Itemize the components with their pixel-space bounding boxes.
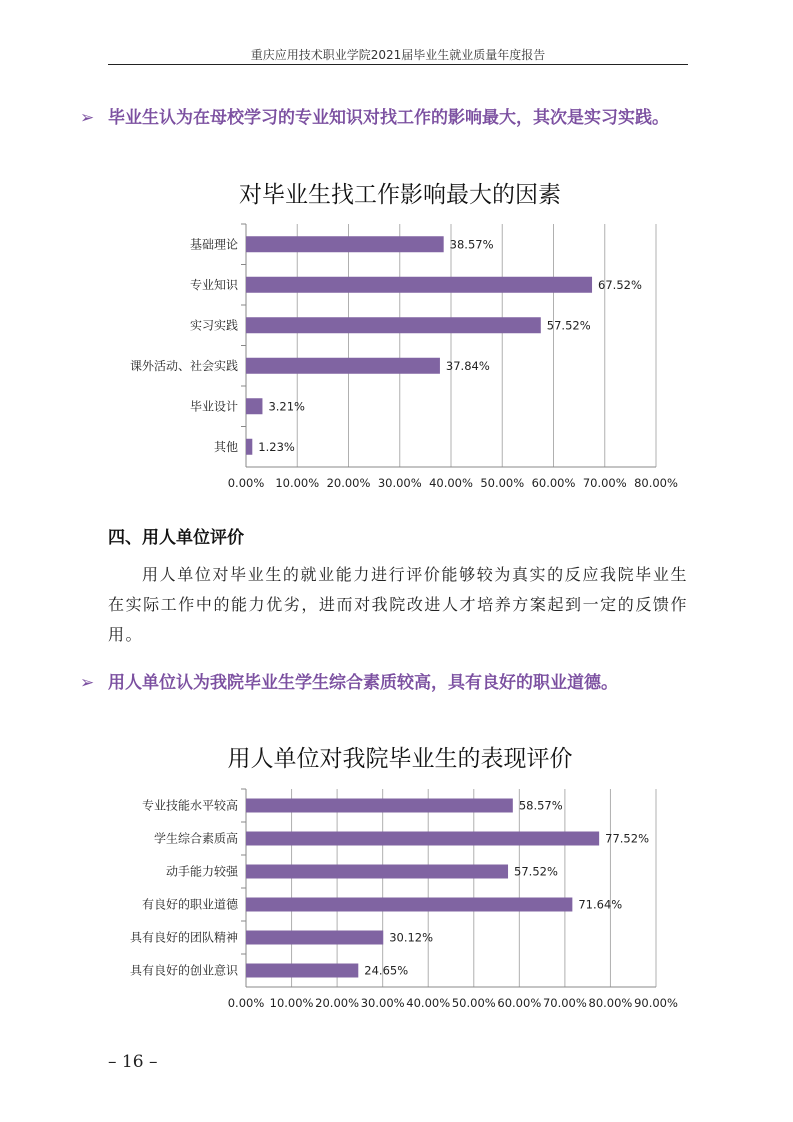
bar-chart-job-factors — [0, 220, 793, 520]
body-paragraph: 用人单位对毕业生的就业能力进行评价能够较为真实的反应我院毕业生在实际工作中的能力优劣，进而对我院改进人才培养方案起到一定的反馈作用。 — [108, 565, 688, 644]
y-category-label: 具有良好的创业意识 — [129, 963, 238, 978]
arrow-bullet-icon: ➢ — [80, 673, 95, 693]
y-category-label: 毕业设计 — [189, 399, 238, 414]
x-tick-label: 10.00% — [269, 996, 314, 1010]
y-category-label: 实习实践 — [189, 318, 238, 333]
bullet-text: 毕业生认为在母校学习的专业知识对找工作的影响最大，其次是实习实践。 — [108, 108, 669, 128]
x-tick-label: 50.00% — [451, 996, 496, 1010]
bar — [246, 964, 358, 978]
data-label: 57.52% — [546, 318, 591, 333]
y-category-label: 动手能力较强 — [165, 864, 238, 879]
page-header: 重庆应用技术职业学院2021届毕业生就业质量年度报告 — [250, 48, 546, 62]
y-category-label: 课外活动、社会实践 — [129, 358, 238, 373]
x-tick-label: 50.00% — [480, 476, 525, 490]
x-tick-label: 0.00% — [227, 476, 265, 490]
bar-chart-employer-evaluation — [0, 785, 793, 1025]
x-tick-label: 40.00% — [406, 996, 451, 1010]
y-category-label: 专业知识 — [189, 277, 238, 292]
x-tick-label: 80.00% — [634, 476, 678, 490]
bar — [246, 398, 262, 414]
x-tick-label: 70.00% — [582, 476, 627, 490]
bar — [246, 236, 444, 252]
data-label: 30.12% — [389, 930, 434, 945]
header-rule — [108, 64, 688, 65]
x-tick-label: 80.00% — [588, 996, 633, 1010]
bar — [246, 832, 599, 846]
data-label: 67.52% — [598, 277, 642, 292]
bar — [246, 317, 541, 333]
data-label: 24.65% — [364, 963, 409, 978]
bullet-text: 用人单位认为我院毕业生学生综合素质较高，具有良好的职业道德。 — [108, 673, 618, 693]
x-tick-label: 30.00% — [377, 476, 422, 490]
data-label: 57.52% — [514, 864, 558, 879]
y-category-label: 有良好的职业道德 — [141, 897, 238, 912]
data-label: 1.23% — [258, 439, 295, 454]
bar — [246, 931, 383, 945]
x-tick-label: 60.00% — [531, 476, 576, 490]
bar — [246, 277, 592, 293]
chart-title: 用人单位对我院毕业生的表现评价 — [227, 746, 573, 772]
chart-title: 对毕业生找工作影响最大的因素 — [239, 182, 561, 208]
y-category-label: 专业技能水平较高 — [141, 798, 238, 813]
data-label: 77.52% — [605, 831, 650, 846]
section-heading: 四、用人单位评价 — [108, 528, 244, 548]
y-category-label: 具有良好的团队精神 — [129, 930, 238, 945]
y-category-label: 基础理论 — [189, 237, 238, 252]
x-tick-label: 60.00% — [497, 996, 542, 1010]
data-label: 71.64% — [578, 897, 623, 912]
x-tick-label: 20.00% — [315, 996, 360, 1010]
x-tick-label: 10.00% — [275, 476, 320, 490]
data-label: 3.21% — [268, 399, 305, 414]
x-tick-label: 90.00% — [634, 996, 678, 1010]
bar — [246, 358, 440, 374]
bar — [246, 799, 513, 813]
data-label: 58.57% — [518, 798, 563, 813]
x-tick-label: 20.00% — [326, 476, 371, 490]
page-number: – 16 – — [108, 1052, 158, 1072]
data-label: 38.57% — [449, 237, 494, 252]
y-category-label: 学生综合素质高 — [153, 831, 238, 846]
x-tick-label: 0.00% — [227, 996, 265, 1010]
bar — [246, 865, 508, 879]
x-tick-label: 30.00% — [360, 996, 405, 1010]
data-label: 37.84% — [445, 358, 490, 373]
x-tick-label: 70.00% — [542, 996, 587, 1010]
bar — [246, 898, 572, 912]
x-tick-label: 40.00% — [429, 476, 473, 490]
arrow-bullet-icon: ➢ — [80, 108, 95, 128]
bar — [246, 439, 252, 455]
y-category-label: 其他 — [213, 439, 238, 454]
